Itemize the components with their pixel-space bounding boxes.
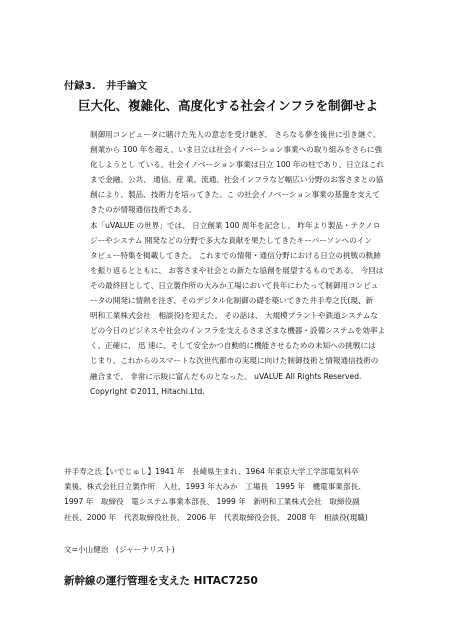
bio-line: 業後、株式会社日立製作所 入社、1993 年大みか 工場長 1995 年 機電事業部長、: [64, 482, 366, 492]
body-line: 化しようとし ている。社会イノベーション事業は日立 100 年の柱であり、日立はこれ: [90, 160, 385, 170]
appendix-label: 付録3. 井手論文: [64, 81, 148, 92]
body-line: を振り返るとともに、 お客さまや社会との新たな協創を展望するものである。 今回は: [90, 265, 384, 275]
body-line: タビュー特集を掲載してきた。 これまでの情報・通信分野における日立の挑戦の軌跡: [90, 250, 381, 260]
body-line: 創により、製品、技術力を培ってきた。こ の社会イノベーション事業の基盤を支えて: [90, 190, 380, 200]
body-line: 本「uVALUE の世界」では、 日立創業 100 周年を記念し、 昨年より製品・テクノロ: [90, 220, 381, 230]
body-line: 制御用コンピュータに賭けた先人の意志を受け継ぎ、 さらなる夢を後世に引き継ぐ。: [90, 130, 381, 139]
body-line: じまり、これからのスマートな次世代都市の実現に向けた制御技術と情報通信技術の: [90, 356, 379, 366]
body-line: ータの開発に情熱を注ぎ、そのデジタル化制御の礎を築いてきた井手寿之氏(現、新: [90, 296, 374, 306]
article-headline: 巨大化、複雑化、高度化する社会インフラを制御せよ: [78, 98, 379, 113]
body-line: 明和工業株式会社 相談役)を迎えた。 その話は、 大規模プラントや鉄道システムな: [90, 311, 378, 321]
body-line: Copyright ©2011, Hitachi.Ltd.: [90, 386, 205, 396]
body-line: まで金融、公共、 通信、産 業、流通、社会インフラなど幅広い分野のお客さまとの協: [90, 175, 384, 185]
article-body: [90, 127, 390, 399]
bio-line: 井手寿之氏【いでじゅし】1941 年 長崎県生まれ、1964 年東京大学工学部電気科卒: [64, 467, 359, 476]
body-line: 融合まで、 非常に示唆に富んだものとなった。 uVALUE All Rights Reserved.: [90, 371, 362, 381]
byline: 文=小山健治 (ジャーナリスト): [64, 545, 175, 554]
body-line: 創業から 100 年を超え、いま日立は社会イノベーション事業への取り組みをさらに強: [90, 145, 383, 155]
author-bio: [64, 464, 394, 525]
bio-line: 1997 年 取締役 電システム事業本部長、 1999 年 新明和工業株式会社 取締役副: [64, 497, 360, 507]
body-line: く、正確に、 迅 速に、そして安全かつ自動的に機能させるための未知への挑戦には: [90, 341, 376, 351]
body-line: その最終回として、日立製作所の大みか工場において長年にわたって制御用コンピュ: [90, 280, 379, 290]
body-line: どの今日のビジネスや社会のインフラを支えるさまざまな機器・設備システムを効率よ: [90, 326, 386, 336]
section-title: 新幹線の運行管理を支えた HITAC7250: [64, 575, 258, 587]
body-line: ジーやシステム 開発などの分野で多大な貢献を果たしてきたキーパーソンへのイン: [90, 235, 372, 245]
body-line: きたのが情報通信技術である。: [90, 205, 197, 215]
bio-line: 社長、2000 年 代表取締役社長、 2006 年 代表取締役会長、 2008 年 相談役(現職): [64, 512, 368, 522]
